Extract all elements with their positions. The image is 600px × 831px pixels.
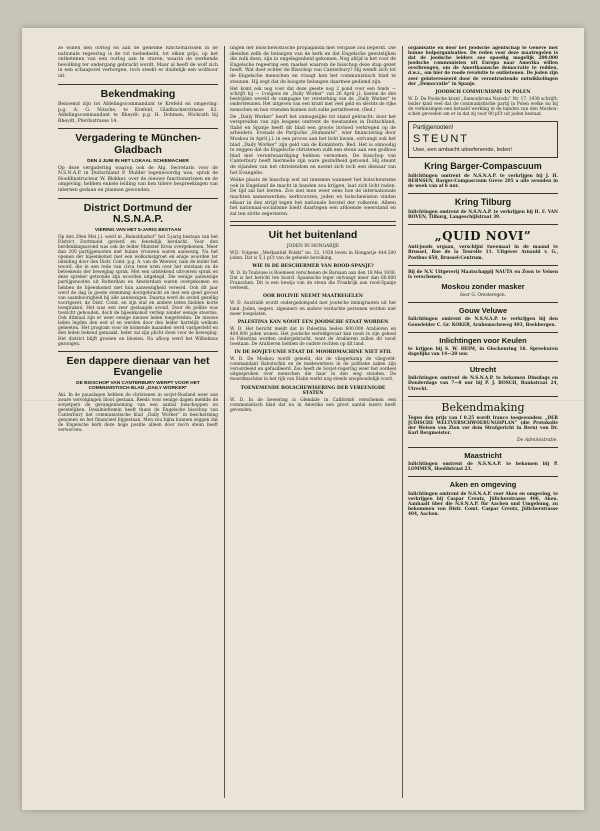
sovjet-body: W. D. De Moskou wordt gemeld, dat de vliegerkamp de vliegveld-commandant Babotschin en de medewerkers in de politieke zaken zijn veroordeeld en gefusilleerd. Zoo heeft de Sovjet-regering weer het oordeel uitgesproken over menschen die haar in den weg stonden. De moordmachine in het rijk van Stalin werkt nog steeds onophoudelijk voort. <box>230 357 396 383</box>
divider <box>408 265 558 266</box>
article-continuation: lingen der bolschewistische propaganda met vergade zou beperkt. Die dienden zelfs de belangen van de kerk en dat Engelsche geestelijken die zulk doen, zijn in ongelegenheid gekomen. Nog altijd is het voor de Engelsche regeering een raadsel waarom de bisschop deze stap gezet heeft. Wat doet echter de Bisschop van Canterbury? Hij wendt zich tot de Engelsche menschen en vraagt hen het communistisch blad te steunen. Hij zegt dat de hoogste belangen daarmee gediend zijn. <box>230 46 396 85</box>
steunt-word: STEUNT <box>413 133 469 146</box>
evangelie-body: Aki. In de pausdagen hebben de christenen in sovjet-Rusland weer aan zware vervolgingen bloot gestaan. Reeds voor eenige dagen meldde de sovjetpers de gevangenneming van een aantal bisschoppen en geestelijken. Desalniettemin heeft thans de Engelsche bisschop van Canterbury het communistische blad „Daily Worker” in bescherming genomen en het financieel bijgestaan. Men zou bijna kunnen zeggen dat de Engelsche kerk deze hoge positie alleen door zoo'n steun heeft verworven. <box>58 392 218 434</box>
steunt-tail: Uwe, een ambacht uitoefenende, leden! <box>413 147 512 154</box>
divider <box>58 351 218 352</box>
sovjet-heading: IN DE SOVJET-UNIE STAAT DE MOORDMACHINE NIET STIL <box>234 350 392 356</box>
bekendmaking-right-body: Tegen den prijs van f 0.25 wordt franco toegezonden: „DER JUDISCHE WELTVERSCHWOERUNGSPLAN” (die Protokolle der Weisen von Zion vor dem Strafgericht in Bern) von Dr. Karl Bergmeister. <box>408 415 558 436</box>
intro-paragraph: ze willen den oorlog en aan de geheime functionarissen in de nationale regeering is de rol toebedeeld, tot elken prijs, op het ontketenen van een oorlog aan te sturen, waarin de werkende bevolking ter ondergang gebracht wordt. Maar al heeft de wolf zich in een schaapsvel verborgen, toch steekt er duidelijk een wolfsoor uit. <box>58 46 218 79</box>
divider <box>408 361 558 362</box>
steunt-box <box>408 121 558 158</box>
palestina-body: W. D. Het bericht meldt dat in Palestina heden 600.000 Arabieren en 400.000 joden wonen. Het joodsche wereldgevaar kan nooit in zijn geheel in Palestina worden ondergebracht, want de Arabieren zullen dit nooit toestaan. De Arabieren hebben de oudste rechten op dit land. <box>230 326 396 347</box>
aken-body: Inlichtingen omtrent de N.S.N.A.P. voor Aken en omgeving, te verkrijgen bij Caspar Creutz, Jülicherstrasse 406, Aken. Aanhaalt über die N.S.N.A.P. für Aachen und Umgebung, zu bekommen von Distr. Comt. Caspar Creutz, Jülicherstrasse 404, Aachen. <box>408 491 558 518</box>
polen-body: W. D. De Poolsche krant „Samoobrona Narodu” Nr. 17, 1938 schrijft: leider kind veel dat de communistische partij in Polen welke nu bij de verkiezingen een betaald werking in de handen van den Moskou-schen gevoelen om er in dat zij voor 90 pCt uit joden bestaat. <box>408 96 558 118</box>
keulen-body: te krijgen bij S. W. HEIM, in Glockenring 16. Spreekuren dagelijks van 14—20 uur. <box>408 346 558 357</box>
district-dortmund-body: Op den 29en Mei j.l. werd in „Reinoldushof” het 5-jarig bestaan van het District Dortmund gevierd en feestelijk herdacht. Voor den herdenkingsavond was ook de leider Munster Kreis overgekomen. Meer dan 200 partijgenooten met hunne vrouwen waren aanwezig. Na het openen der bijeenkomst met een welkomstgroet en enige woorden ter inleiding door den Distr. Comt. p.g. A. van de Weewer, nam de leider het woord, die in een rede van circa twee uren over het ontstaan en de beteekenis der beweging sprak. Met een uitstekend uitvoeren sprak en deze spreker getoonde zijn woorden uitgelegd. Die eenige aanwezige partijgenooten uit Rotterdam en Amsterdam waren overgekomen en hebben de bijeenkomst met hun aanwezigheid vereerd. Ook dit jaar werd de dag in goede stemming doorgebracht en met een goed gevoel van saamhoorigheid bij alle aanwezigen. Daarna werd de avond gezellig voortgezet, de Distr. Comt. en zijn staf en andere leden hielden korte toespraken. Het was een zeer geslaagde avond. Door de politie was toezicht gehouden, doch de bijeenkomst verliep zonder eenige stoornis. Ook ditmaal zijn er weer eenige nieuwe leden toegetreden. De nieuwe leden legden den eed af en werden door den leider hartelijk welkom geheeten. Het program voor de komende maanden werd vastgesteld en den leden bekend gemaakt. Ieder zal zijn plicht doen voor de beweging. Het district blijft groeien en bloeien. Na afloop werd het Wilhelmus gezongen. <box>58 234 218 347</box>
divider <box>58 84 218 85</box>
bolivie-body: W. D. Australië wordt ondergedompeld met joodsche immigranten uit het land. Joden, negers, zigeuners en andere verdachte personen worden niet meer toegelaten. <box>230 301 396 317</box>
newspaper-page <box>22 28 584 810</box>
divider <box>408 476 558 477</box>
district-dortmund-heading: District Dortmund der N.S.N.A.P. <box>83 201 193 226</box>
moskou-author: door G. Oresteregen. <box>460 293 506 299</box>
aken-heading: Aken en omgeving <box>449 480 517 490</box>
divider <box>408 396 558 397</box>
column-left <box>58 46 218 798</box>
buitenland-body: W.D. Volgens „Merkantiel Polski” no. 22, 1938 leven in Hongarije 444.500 joden. Dat is 5,1 pCt van de geheele bevolking. <box>230 250 396 261</box>
vereenigde-staten-body: W. D. In de bewering is Glendale in Californië verschenen een communistisch blad dat nu in Amerika een groot aantal lezers heeft gevonden. <box>230 397 396 413</box>
palestina-heading: PALESTINA KAN NOOIT EEN JOODSCHE STAAT WORDEN <box>237 319 389 325</box>
kring-barger-heading: Kring Barger-Compascuum <box>424 161 542 172</box>
keulen-heading: Inlichtingen voor Keulen <box>439 335 527 345</box>
nauta-line: Bij de N.V. Uitgeverij Maatschappij NAUTA en Zoon te Velsen is verschenen: <box>408 269 558 280</box>
kring-barger-body: Inlichtingen omtrent de N.S.N.A.P. te verkrijgen bij J. H. BERNSEN, Barger-Compascuum Greve 205 a alle avonden in de week van af 6 uur. <box>408 174 558 190</box>
steunt-lead: Partijgenooten! <box>413 125 454 132</box>
column-rule-2 <box>402 46 403 798</box>
evangelie-subheading: DE BISSCHOP VAN CANTERBURY WERPT VOOR HET COMMUNISTISCH BLAD „DAILY WORKER” <box>76 380 200 391</box>
column-right <box>408 46 558 798</box>
buitenland-subheading: JODEN IN HONGARIJE <box>286 243 340 249</box>
gouw-veluwe-heading: Gouw Veluwe <box>458 306 508 316</box>
vergadering-subheading: DEN 4 JUNI IN HET LOKAAL SCHIEMACHER <box>87 158 189 164</box>
quid-novi-heading: „QUID NOVI” <box>434 229 532 244</box>
divider <box>58 198 218 199</box>
bekendmaking-body: Benoemd zijn tot Afdelingscommandant te Krefeld en omgeving: p.g. A. G. Nitsche, te Krefeld, Gladbacherstrasse 62. Afdelingscommandant te Rheydt: p.g. H. Dohmen, Wickrath bij Rheydt, Pferdsstrasse 14. <box>58 102 218 124</box>
polen-heading: JOODSCH COMMUNISME IN POLEN <box>435 89 531 95</box>
divider <box>230 221 396 226</box>
spanje-body: W. D. In Toulouse is Roemeen verschenen de Barsaan aan den 18 Mei 1938. Dat is het bericht ten boord. Spaansche leger ontvangt meer dan 60.000 Franschen. Dit is een bewijs van de steun die Frankrijk aan rood-Spanje verleent. <box>230 271 396 292</box>
bekendmaking-right-heading: Bekendmaking <box>441 400 525 414</box>
gouw-veluwe-body: Inlichtingen omtrent de N.S.N.A.P. te verkrijgen bij den Gouwleider C. Gr. KOKER, Arnhemscheweg 403, Beekbergen. <box>408 317 558 328</box>
bekendmaking-heading: Bekendmaking <box>100 87 176 100</box>
divider <box>408 447 558 448</box>
vereenigde-staten-heading: TOENEMENDE BOLSCHEWISERING DER VEREENIGDE STATEN <box>240 385 386 396</box>
bolivie-heading: OOR BOLIVIE NEEMT MAATREGELEN <box>263 294 363 300</box>
kring-tilburg-heading: Kring Tilburg <box>454 197 512 208</box>
evangelie-heading: Een dappere dienaar van het Evangelie <box>66 354 210 379</box>
daily-worker-paragraph: De „Daily Worker” heeft het onmogelijke tot stand gebracht: door het verspreiden van zijn leugens omtrent de toestanden in Duitschland, Italië en Spanje heeft dit blad een groote invloed verkregen op de arbeiders. Evenals de Parijsche „Humanité”, wier financiering door Moskou in April j.l. in een proces aan het licht kwam, ontvangt ook het blad „Daily Worker” zijn geld van de Komintern. Red. Het is onnoodig te zeggen dat de Engelsche christenen zulk een steun aan een godloos blad met verontwaardiging hebben vernomen. De bisschop van Canterbury heeft hiermede zijn ware gezindheid getoond. Hij steunt de vijanden van het christendom en noemt zich toch een dienaar van het Evangelie. <box>230 114 396 176</box>
maastricht-heading: Maastricht <box>464 450 502 460</box>
article-note: Het komt ook nog voor dat deze geeste nog 2 pond voor een fonds — schrijft hij — 1volgens de „Daily Worker” van 26 April j.l. kosten de den bestrijden wereld de campagne ter versterking van de „Daily Worker” te ondersteunen. Het uitgeven van een krant met veel geld en slechts de rijke menschen en hun vrienden kunnen zich zulks permitteeren. (Red.) <box>230 87 396 113</box>
bolshevism-paragraph: Welke plaats de bisschop wel zal innemen wanneer het bolschewisme ook in Engeland de macht in handen zou krijgen, laat zich licht raden. De tijd zal het leeren. Zoo ziet men weer eens hoe de internationale machten samenwerken: kerkvorsten, joden en bolschewisten vinden elkaar in den strijd tegen het nationale herstel der volkeren. Alleen het nationaal-socialisme biedt daartegen een afdoende weerstand en zal ten slotte zegevieren. <box>230 178 396 217</box>
divider <box>408 193 558 194</box>
vergadering-body: Op deze vergadering waarop ook de Alg. Secretaris voor de N.S.N.A.P. in Duitschland P. Mulder tegenwoordig was, sprak de Hoofdinstructeur W. Blokker, over de nieuwe functionarissen en de omgeving, hebben enkele leiding van hen tidere bespreekingen van internen gedaan en plannen gewonden. <box>58 165 218 193</box>
administratie-signature: De Administratie. <box>516 437 558 443</box>
utrecht-body: Inlichtingen omtrent de N.S.N.A.P. te bekomen Dinsdags en Donderdags van 7—8 uur bij P. J. BOSCH, Bankstraat 24, Utrecht. <box>408 376 558 392</box>
buitenland-heading: Uit het buitenland <box>268 229 358 242</box>
column-middle <box>230 46 396 798</box>
kring-tilburg-body: Inlichtingen omtrent de N.S.N.A.P. te verkrijgen bij H. F. VAN BOVEN, Tilburg, Langeschijfstraat 39. <box>408 210 558 221</box>
divider <box>408 224 558 225</box>
article-continuation-right: organisatie en door het joodsche agentschap te Genève met hunne hulporganisaties. De reden voor deze maatregelen is dat de joodsche leiders zoo spoedig mogelijk 200.000 joodsche communisten uit Europa naar Amerika willen overbrengen, om de Amerikaansche democratie te redden, d.w.z., om hier de roode revolutie te ontketenen. De joden zijn zeer geïnteresseerd door de verontrustende ontwikkelingen der „Democratie” in Spanje. <box>408 46 558 87</box>
maastricht-body: Inlichtingen omtrent de N.S.N.A.P. te bekomen bij P. LOMMEN, Hoofdstraat 23. <box>408 462 558 473</box>
spanje-heading: WIE IS DE BESCHERMER VAN ROOD-SPANJE? <box>252 264 374 270</box>
vergadering-heading: Vergadering te München-Gladbach <box>75 132 201 157</box>
divider <box>408 302 558 303</box>
district-dortmund-subheading: VIERING VAN HET 5-JARIG BESTAAN <box>94 227 182 233</box>
quid-novi-body: Anti-joods orgaan, verschijnt tweemaal in de maand te Brussel, Rue de la Tourelle 11. Uitgever Arnauld v. G., Postbus 650, Brussel-Centrum. <box>408 245 558 261</box>
utrecht-heading: Utrecht <box>469 365 497 375</box>
moskou-heading: Moskou zonder masker <box>441 281 525 291</box>
divider <box>408 332 558 333</box>
divider <box>58 128 218 129</box>
column-rule-1 <box>224 46 225 798</box>
